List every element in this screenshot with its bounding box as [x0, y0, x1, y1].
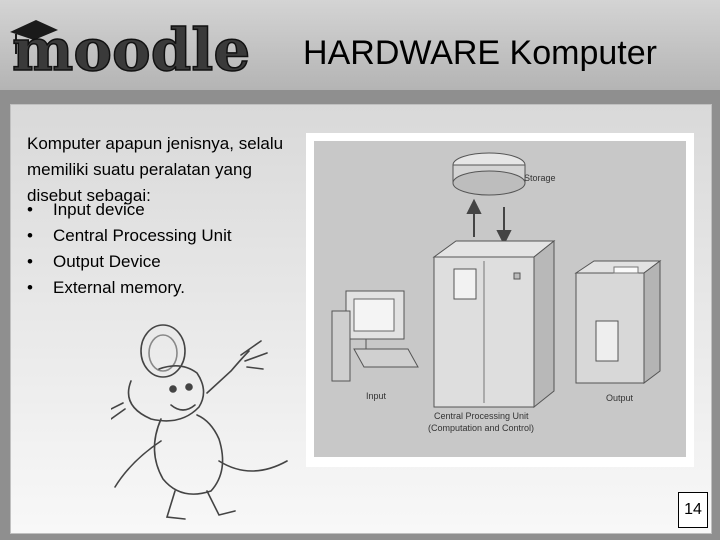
input-label: Input — [366, 391, 387, 401]
component-list — [27, 197, 297, 301]
cpu-label-line1: Central Processing Unit — [434, 411, 529, 421]
list-item-text: Input device — [53, 200, 145, 219]
input-terminal-icon — [332, 291, 418, 381]
page-number: 14 — [678, 492, 708, 528]
output-label: Output — [606, 393, 634, 403]
bullet-marker: • — [27, 226, 33, 245]
hardware-diagram-frame — [306, 133, 694, 467]
bullet-marker: • — [27, 200, 33, 219]
storage-cpu-arrows — [468, 201, 510, 243]
list-item-text: External memory. — [53, 278, 185, 297]
list-item — [27, 197, 297, 223]
logo-wordmark: moodle — [12, 16, 251, 84]
output-printer-icon — [576, 261, 660, 383]
list-item-text: Output Device — [53, 252, 161, 271]
list-item — [27, 249, 297, 275]
list-item-text: Central Processing Unit — [53, 226, 232, 245]
cpu-cabinet-icon — [434, 241, 554, 407]
intro-text: Komputer apapun jenisnya, selalu memiliki suatu peralatan yang disebut sebagai: — [27, 134, 284, 205]
moodle-logo — [6, 4, 256, 84]
hardware-diagram — [314, 141, 686, 457]
list-item — [27, 223, 297, 249]
cpu-label-line2: (Computation and Control) — [428, 423, 535, 433]
bullet-marker: • — [27, 278, 33, 297]
storage-disk-icon — [453, 153, 525, 195]
bullet-marker: • — [27, 252, 33, 271]
list-item — [27, 275, 297, 301]
hardware-diagram-drawing — [314, 141, 686, 457]
cartoon-mouse-illustration — [111, 311, 291, 531]
slide-header — [0, 0, 720, 90]
storage-label: Storage — [524, 173, 556, 183]
slide-content — [10, 104, 712, 534]
page-title: HARDWARE Komputer — [303, 34, 657, 72]
